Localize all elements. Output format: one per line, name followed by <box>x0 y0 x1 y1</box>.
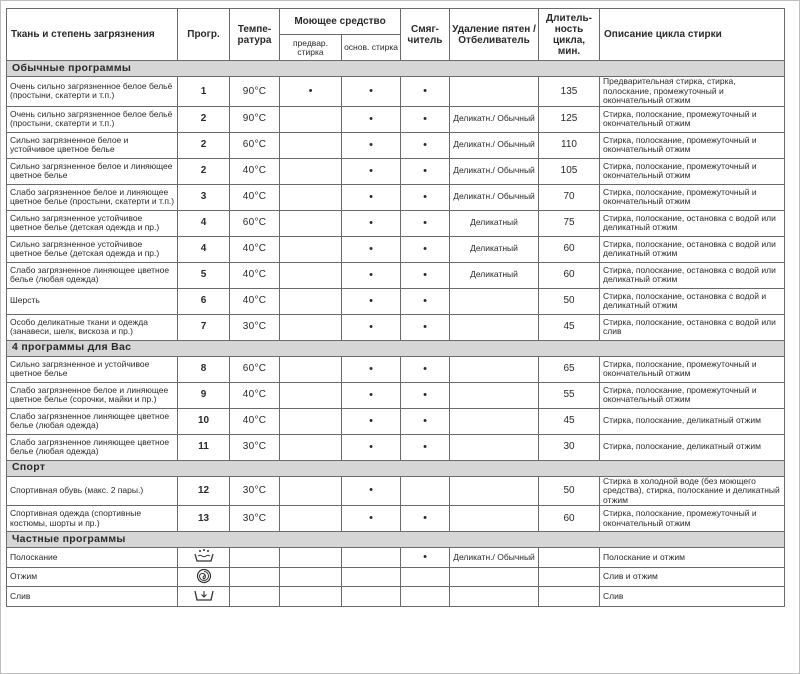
table-row <box>7 314 785 340</box>
softener-cell <box>401 476 450 506</box>
table-row <box>7 288 785 314</box>
detergent-main-cell: • <box>342 210 401 236</box>
stain-removal-cell: Деликатный <box>450 210 539 236</box>
detergent-pre-cell <box>280 434 342 460</box>
fabric-cell: Слабо загрязненное белое и линяющее цветное белье (простыни, скатерти и т.п.) <box>7 184 178 210</box>
duration-cell: 55 <box>539 382 600 408</box>
fabric-cell: Сильно загрязненное белое и устойчивое цветное белье <box>7 132 178 158</box>
softener-cell: • <box>401 106 450 132</box>
detergent-main-cell: • <box>342 184 401 210</box>
spin-icon <box>196 568 212 587</box>
fabric-cell: Слабо загрязненное белое и линяющее цветное белье (сорочки, майки и пр.) <box>7 382 178 408</box>
header-detergent-pre: предвар. стирка <box>280 35 342 61</box>
detergent-main-cell: • <box>342 132 401 158</box>
cycle-description-cell: Стирка, полоскание, остановка с водой или деликатный отжим <box>600 236 785 262</box>
softener-cell: • <box>401 210 450 236</box>
header-softener: Смяг-читель <box>401 9 450 61</box>
table-row <box>7 106 785 132</box>
temperature-cell: 30°С <box>230 314 280 340</box>
detergent-main-cell: • <box>342 262 401 288</box>
duration-cell: 70 <box>539 184 600 210</box>
detergent-pre-cell <box>280 382 342 408</box>
table-body <box>7 61 785 607</box>
section-title: Спорт <box>7 460 785 476</box>
fabric-cell: Очень сильно загрязненное белое бельё (простыни, скатерти и т.п.) <box>7 106 178 132</box>
softener-cell <box>401 587 450 607</box>
softener-cell: • <box>401 132 450 158</box>
section-title: Частные программы <box>7 532 785 548</box>
table-row <box>7 408 785 434</box>
detergent-main-cell: • <box>342 434 401 460</box>
table-row <box>7 476 785 506</box>
cycle-description-cell: Стирка, полоскание, промежуточный и окончательный отжим <box>600 356 785 382</box>
cycle-description-cell: Слив и отжим <box>600 567 785 587</box>
cycle-description-cell: Стирка, полоскание, промежуточный и окончательный отжим <box>600 184 785 210</box>
detergent-main-cell: • <box>342 236 401 262</box>
table-row <box>7 567 785 587</box>
temperature-cell <box>230 548 280 568</box>
fabric-cell: Слабо загрязненное линяющее цветное белье (любая одежда) <box>7 262 178 288</box>
rinse-icon <box>193 548 215 567</box>
program-icon-cell <box>178 548 230 568</box>
detergent-main-cell: • <box>342 476 401 506</box>
cycle-description-cell: Стирка, полоскание, остановка с водой или деликатный отжим <box>600 262 785 288</box>
table-row <box>7 548 785 568</box>
detergent-main-cell: • <box>342 106 401 132</box>
stain-removal-cell: Деликатн./ Обычный <box>450 132 539 158</box>
fabric-cell: Особо деликатные ткани и одежда (занавеси, шелк, вискоза и пр.) <box>7 314 178 340</box>
fabric-cell: Очень сильно загрязненное белое бельё (простыни, скатерти и т.п.) <box>7 77 178 107</box>
duration-cell: 50 <box>539 476 600 506</box>
stain-removal-cell <box>450 476 539 506</box>
duration-cell <box>539 548 600 568</box>
stain-removal-cell: Деликатн./ Обычный <box>450 106 539 132</box>
temperature-cell: 40°С <box>230 184 280 210</box>
fabric-cell: Слабо загрязненное линяющее цветное белье (любая одежда) <box>7 434 178 460</box>
cycle-description-cell: Стирка, полоскание, промежуточный и окончательный отжим <box>600 382 785 408</box>
softener-cell: • <box>401 77 450 107</box>
stain-removal-cell <box>450 314 539 340</box>
table-row <box>7 236 785 262</box>
cycle-description-cell: Слив <box>600 587 785 607</box>
softener-cell: • <box>401 288 450 314</box>
temperature-cell: 30°С <box>230 476 280 506</box>
stain-removal-cell <box>450 356 539 382</box>
temperature-cell <box>230 567 280 587</box>
duration-cell: 60 <box>539 262 600 288</box>
temperature-cell: 40°С <box>230 236 280 262</box>
duration-cell: 125 <box>539 106 600 132</box>
header-detergent-main: основ. стирка <box>342 35 401 61</box>
cycle-description-cell: Стирка, полоскание, промежуточный и окончательный отжим <box>600 106 785 132</box>
cycle-description-cell: Стирка, полоскание, промежуточный и окончательный отжим <box>600 506 785 532</box>
softener-cell: • <box>401 314 450 340</box>
header-cycle-description: Описание цикла стирки <box>600 9 785 61</box>
duration-cell: 65 <box>539 356 600 382</box>
program-number-cell: 12 <box>178 476 230 506</box>
header-detergent: Моющее средство <box>280 9 401 35</box>
detergent-main-cell: • <box>342 506 401 532</box>
temperature-cell: 40°С <box>230 408 280 434</box>
stain-removal-cell: Деликатн./ Обычный <box>450 158 539 184</box>
fabric-cell: Сильно загрязненное устойчивое цветное белье (детская одежда и пр.) <box>7 236 178 262</box>
temperature-cell: 40°С <box>230 158 280 184</box>
table-row <box>7 262 785 288</box>
table-row <box>7 506 785 532</box>
cycle-description-cell: Стирка, полоскание, остановка с водой и деликатный отжим <box>600 288 785 314</box>
softener-cell <box>401 567 450 587</box>
table-row <box>7 77 785 107</box>
section-header <box>7 460 785 476</box>
fabric-cell: Полоскание <box>7 548 178 568</box>
temperature-cell <box>230 587 280 607</box>
program-number-cell: 8 <box>178 356 230 382</box>
softener-cell: • <box>401 506 450 532</box>
detergent-main-cell: • <box>342 314 401 340</box>
detergent-pre-cell <box>280 476 342 506</box>
temperature-cell: 30°С <box>230 434 280 460</box>
section-title: 4 программы для Вас <box>7 340 785 356</box>
stain-removal-cell <box>450 288 539 314</box>
table-row <box>7 434 785 460</box>
softener-cell: • <box>401 158 450 184</box>
table-row <box>7 587 785 607</box>
detergent-main-cell: • <box>342 356 401 382</box>
program-number-cell: 7 <box>178 314 230 340</box>
detergent-main-cell: • <box>342 408 401 434</box>
fabric-cell: Сильно загрязненное и устойчивое цветное белье <box>7 356 178 382</box>
detergent-pre-cell <box>280 132 342 158</box>
stain-removal-cell: Деликатн./ Обычный <box>450 548 539 568</box>
temperature-cell: 90°С <box>230 106 280 132</box>
program-number-cell: 13 <box>178 506 230 532</box>
drain-icon <box>193 587 215 606</box>
detergent-pre-cell <box>280 314 342 340</box>
stain-removal-cell <box>450 587 539 607</box>
detergent-main-cell: • <box>342 158 401 184</box>
section-header <box>7 532 785 548</box>
softener-cell: • <box>401 262 450 288</box>
cycle-description-cell: Стирка, полоскание, деликатный отжим <box>600 408 785 434</box>
detergent-pre-cell <box>280 210 342 236</box>
stain-removal-cell <box>450 77 539 107</box>
temperature-cell: 30°С <box>230 506 280 532</box>
fabric-cell: Слабо загрязненное линяющее цветное белье (любая одежда) <box>7 408 178 434</box>
duration-cell: 50 <box>539 288 600 314</box>
detergent-main-cell: • <box>342 77 401 107</box>
duration-cell: 45 <box>539 314 600 340</box>
detergent-pre-cell <box>280 587 342 607</box>
temperature-cell: 60°С <box>230 210 280 236</box>
duration-cell: 75 <box>539 210 600 236</box>
program-number-cell: 5 <box>178 262 230 288</box>
section-header <box>7 61 785 77</box>
program-icon-cell <box>178 567 230 587</box>
cycle-description-cell: Стирка, полоскание, деликатный отжим <box>600 434 785 460</box>
temperature-cell: 90°С <box>230 77 280 107</box>
duration-cell: 45 <box>539 408 600 434</box>
fabric-cell: Сильно загрязненное устойчивое цветное белье (детская одежда и пр.) <box>7 210 178 236</box>
softener-cell: • <box>401 382 450 408</box>
program-number-cell: 11 <box>178 434 230 460</box>
fabric-cell: Спортивная одежда (спортивные костюмы, шорты и пр.) <box>7 506 178 532</box>
stain-removal-cell: Деликатн./ Обычный <box>450 184 539 210</box>
fabric-cell: Шерсть <box>7 288 178 314</box>
detergent-main-cell <box>342 587 401 607</box>
program-number-cell: 9 <box>178 382 230 408</box>
table-row <box>7 356 785 382</box>
header-temperature: Темпе-ратура <box>230 9 280 61</box>
fabric-cell: Сильно загрязненное белое и линяющее цветное белье <box>7 158 178 184</box>
softener-cell: • <box>401 548 450 568</box>
duration-cell: 60 <box>539 236 600 262</box>
stain-removal-cell <box>450 434 539 460</box>
wash-program-table <box>6 8 785 607</box>
program-number-cell: 10 <box>178 408 230 434</box>
header-program: Прогр. <box>178 9 230 61</box>
fabric-cell: Спортивная обувь (макс. 2 пары.) <box>7 476 178 506</box>
header-duration: Длитель-ность цикла, мин. <box>539 9 600 61</box>
detergent-pre-cell <box>280 288 342 314</box>
temperature-cell: 40°С <box>230 262 280 288</box>
stain-removal-cell <box>450 408 539 434</box>
temperature-cell: 40°С <box>230 288 280 314</box>
detergent-main-cell <box>342 548 401 568</box>
detergent-pre-cell <box>280 262 342 288</box>
program-number-cell: 3 <box>178 184 230 210</box>
cycle-description-cell: Стирка в холодной воде (без моющего средства), стирка, полоскание и деликатный отжим <box>600 476 785 506</box>
table-row <box>7 210 785 236</box>
detergent-pre-cell <box>280 548 342 568</box>
stain-removal-cell <box>450 506 539 532</box>
stain-removal-cell: Деликатный <box>450 262 539 288</box>
section-header <box>7 340 785 356</box>
program-number-cell: 6 <box>178 288 230 314</box>
stain-removal-cell: Деликатный <box>450 236 539 262</box>
temperature-cell: 60°С <box>230 132 280 158</box>
program-number-cell: 4 <box>178 236 230 262</box>
cycle-description-cell: Стирка, полоскание, промежуточный и окончательный отжим <box>600 132 785 158</box>
cycle-description-cell: Предварительная стирка, стирка, полоскание, промежуточный и окончательный отжим <box>600 77 785 107</box>
detergent-pre-cell <box>280 506 342 532</box>
detergent-pre-cell <box>280 567 342 587</box>
detergent-pre-cell <box>280 184 342 210</box>
detergent-pre-cell <box>280 158 342 184</box>
detergent-pre-cell <box>280 236 342 262</box>
detergent-pre-cell <box>280 106 342 132</box>
program-icon-cell <box>178 587 230 607</box>
softener-cell: • <box>401 408 450 434</box>
stain-removal-cell <box>450 382 539 408</box>
duration-cell <box>539 567 600 587</box>
program-number-cell: 4 <box>178 210 230 236</box>
duration-cell: 135 <box>539 77 600 107</box>
softener-cell: • <box>401 434 450 460</box>
program-number-cell: 2 <box>178 158 230 184</box>
detergent-main-cell <box>342 567 401 587</box>
header-stain-removal: Удаление пятен / Отбеливатель <box>450 9 539 61</box>
table-row <box>7 382 785 408</box>
cycle-description-cell: Полоскание и отжим <box>600 548 785 568</box>
detergent-pre-cell <box>280 408 342 434</box>
duration-cell: 30 <box>539 434 600 460</box>
detergent-pre-cell <box>280 356 342 382</box>
softener-cell: • <box>401 184 450 210</box>
duration-cell <box>539 587 600 607</box>
cycle-description-cell: Стирка, полоскание, промежуточный и окончательный отжим <box>600 158 785 184</box>
program-number-cell: 1 <box>178 77 230 107</box>
cycle-description-cell: Стирка, полоскание, остановка с водой или слив <box>600 314 785 340</box>
detergent-main-cell: • <box>342 382 401 408</box>
duration-cell: 105 <box>539 158 600 184</box>
fabric-cell: Отжим <box>7 567 178 587</box>
temperature-cell: 60°С <box>230 356 280 382</box>
cycle-description-cell: Стирка, полоскание, остановка с водой или деликатный отжим <box>600 210 785 236</box>
header-fabric: Ткань и степень загрязнения <box>7 9 178 61</box>
fabric-cell: Слив <box>7 587 178 607</box>
stain-removal-cell <box>450 567 539 587</box>
temperature-cell: 40°С <box>230 382 280 408</box>
detergent-pre-cell: • <box>280 77 342 107</box>
table-row <box>7 184 785 210</box>
detergent-main-cell: • <box>342 288 401 314</box>
softener-cell: • <box>401 356 450 382</box>
section-title: Обычные программы <box>7 61 785 77</box>
duration-cell: 60 <box>539 506 600 532</box>
table-row <box>7 132 785 158</box>
softener-cell: • <box>401 236 450 262</box>
duration-cell: 110 <box>539 132 600 158</box>
program-number-cell: 2 <box>178 106 230 132</box>
table-row <box>7 158 785 184</box>
program-number-cell: 2 <box>178 132 230 158</box>
